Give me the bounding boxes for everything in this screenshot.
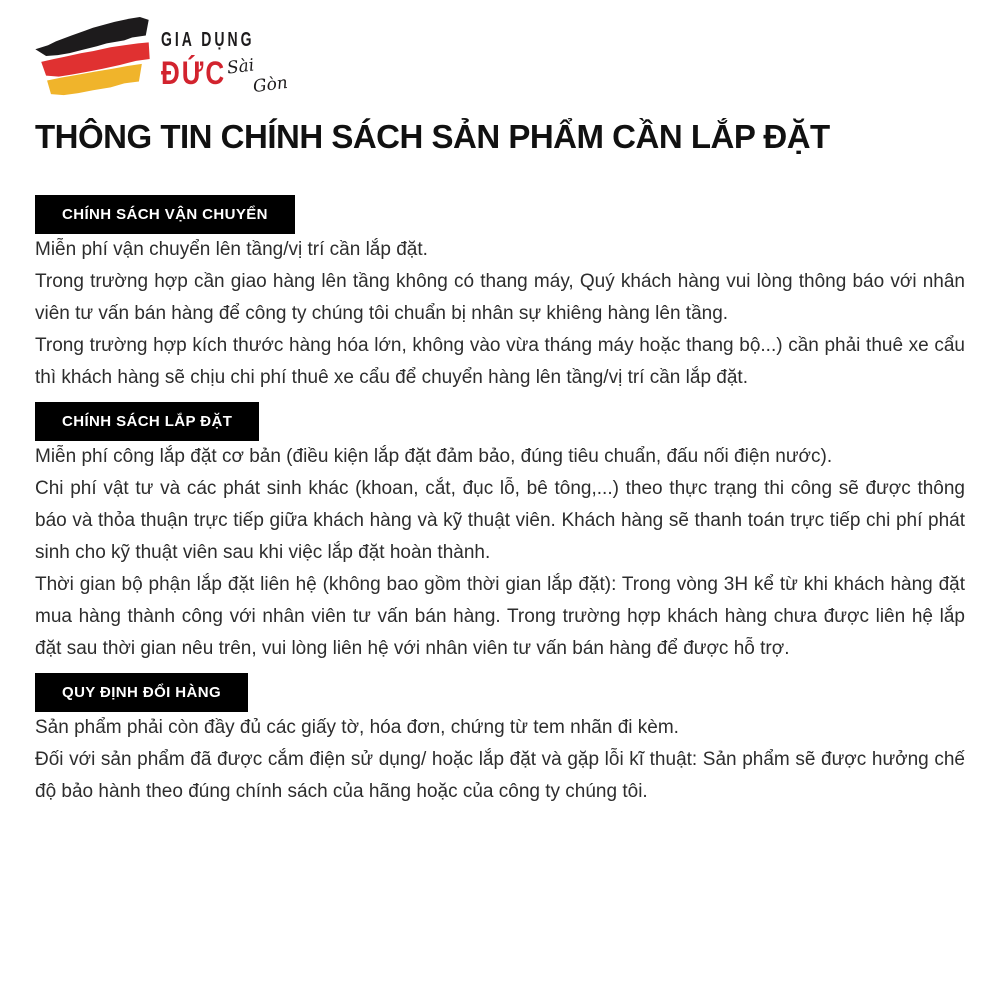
policy-paragraph: Trong trường hợp kích thước hàng hóa lớn, không vào vừa tháng máy hoặc thang bộ...) cần phải thuê xe cẩu thì khách hàng sẽ chịu chi phí thuê xe cẩu để chuyển hàng lên tầng/vị trí cần lắp đặt. (35, 335, 965, 388)
brand-name-main: ĐỨC (161, 54, 227, 92)
brand-name-top: GIA DỤNG (161, 27, 255, 51)
policy-paragraph: Đối với sản phẩm đã được cắm điện sử dụng/ hoặc lắp đặt và gặp lỗi kĩ thuật: Sản phẩm sẽ được hưởng chế độ bảo hành theo đúng chính sách của hãng hoặc của công ty chúng tôi. (35, 749, 965, 802)
section-header-exchange-rules: QUY ĐỊNH ĐỔI HÀNG (35, 673, 248, 712)
policy-paragraph: Trong trường hợp cần giao hàng lên tầng không có thang máy, Quý khách hàng vui lòng thông báo với nhân viên tư vấn bán hàng để công ty chúng tôi chuẩn bị nhân sự khiêng hàng lên tầng. (35, 271, 965, 324)
section-header-installation-policy: CHÍNH SÁCH LẮP ĐẶT (35, 402, 259, 441)
policy-paragraph: Thời gian bộ phận lắp đặt liên hệ (không bao gồm thời gian lắp đặt): Trong vòng 3H kể từ khi khách hàng đặt mua hàng thành công với nhân viên tư vấn bán hàng. Trong trường hợp khách hàng chưa được liên hệ lắp đặt sau thời gian nêu trên, vui lòng liên hệ với nhân viên tư vấn bán hàng để được hỗ trợ. (35, 574, 965, 659)
policy-paragraph: Miễn phí công lắp đặt cơ bản (điều kiện lắp đặt đảm bảo, đúng tiêu chuẩn, đấu nối điện nước). (35, 446, 833, 467)
brand-wordmark (161, 27, 331, 101)
policy-paragraph: Miễn phí vận chuyển lên tầng/vị trí cần lắp đặt. (35, 239, 428, 260)
brand-script-sai: Sài (225, 55, 256, 79)
brand-script-gon: Gòn (251, 72, 289, 98)
german-flag-icon (33, 15, 153, 101)
policy-paragraph: Sản phẩm phải còn đầy đủ các giấy tờ, hóa đơn, chứng từ tem nhãn đi kèm. (35, 717, 679, 738)
page-title: THÔNG TIN CHÍNH SÁCH SẢN PHẨM CẦN LẮP ĐẶT (35, 118, 830, 155)
brand-logo (33, 15, 965, 101)
policy-paragraph: Chi phí vật tư và các phát sinh khác (khoan, cắt, đục lỗ, bê tông,...) theo thực trạng thi công sẽ được thông báo và thỏa thuận trực tiếp giữa khách hàng và kỹ thuật viên. Khách hàng sẽ thanh toán trực tiếp chi phí phát sinh cho kỹ thuật viên sau khi việc lắp đặt hoàn thành. (35, 478, 965, 563)
section-header-shipping-policy: CHÍNH SÁCH VẬN CHUYỂN (35, 195, 295, 234)
